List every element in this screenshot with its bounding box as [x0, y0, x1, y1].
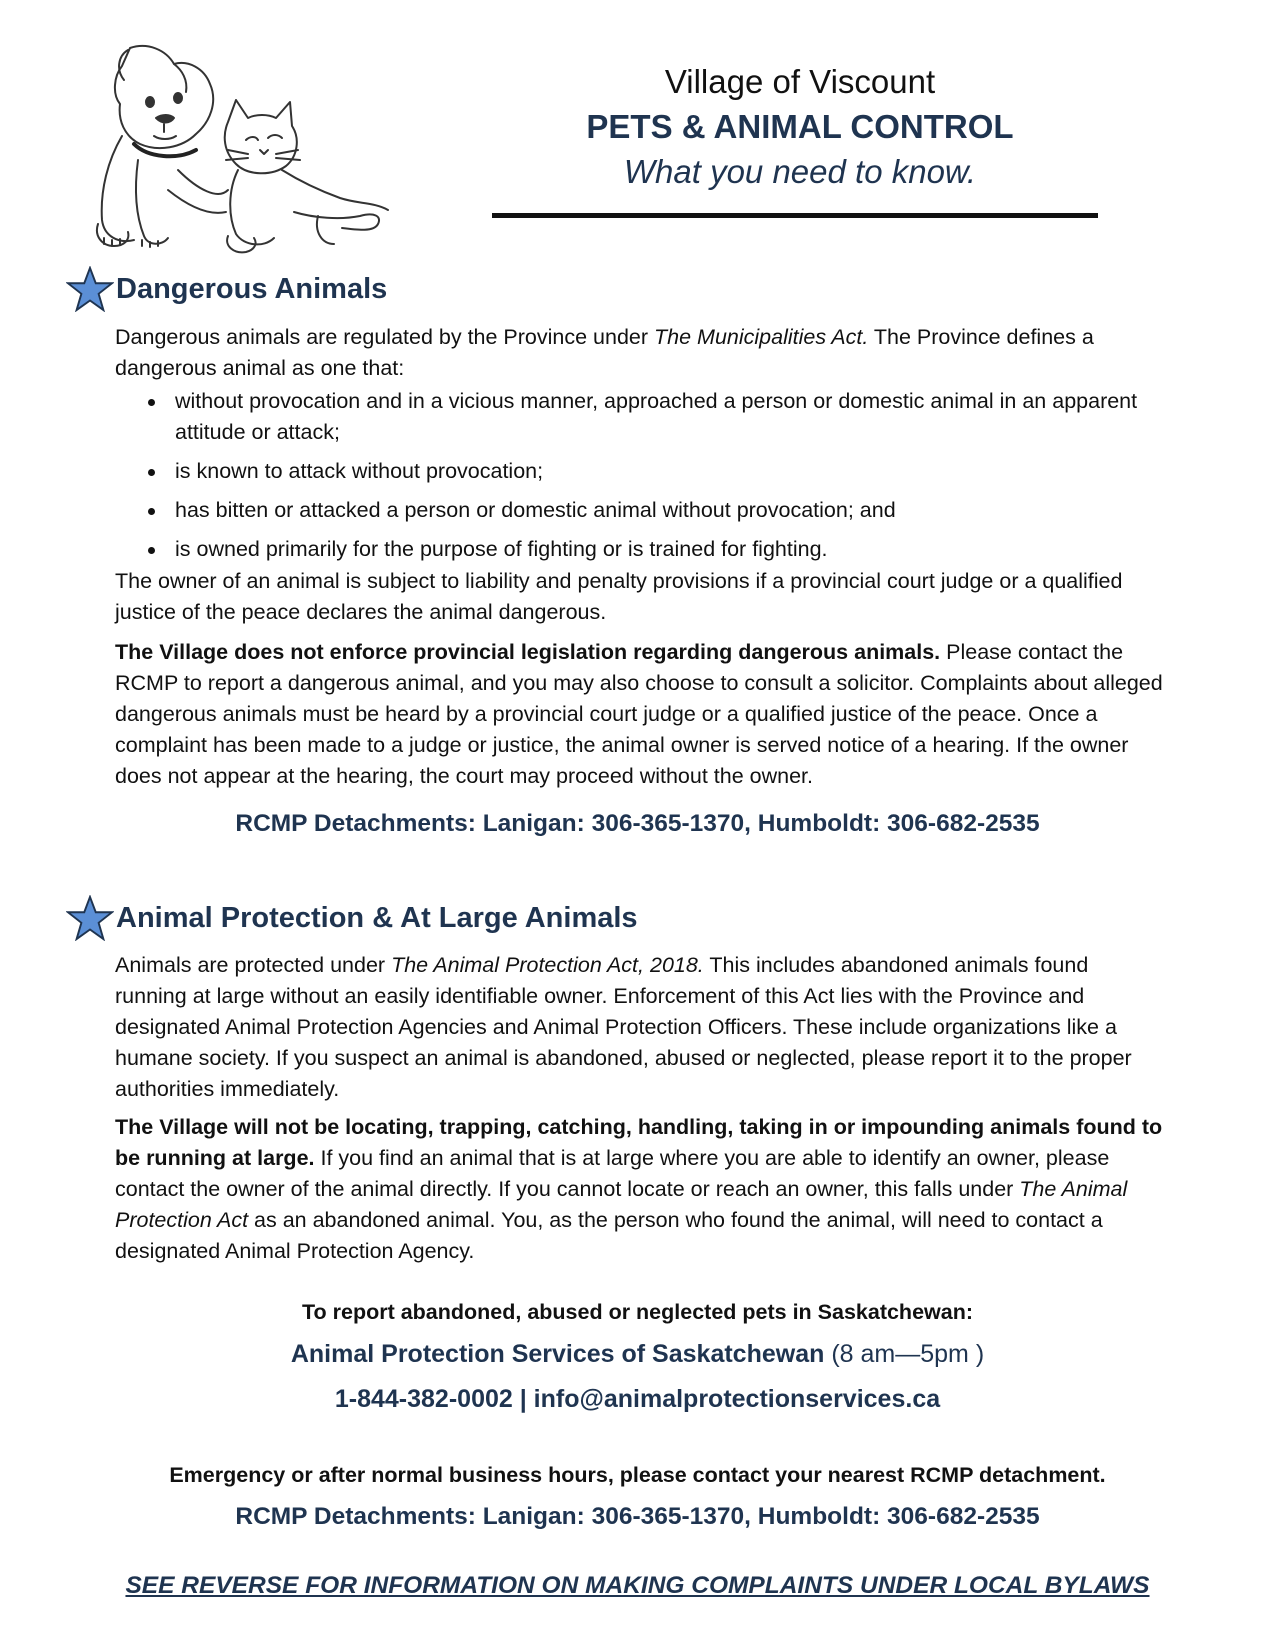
aps-contact-line[interactable]: 1-844-382-0002 | info@animalprotectionservices.ca [334, 1385, 941, 1413]
animal-protection-paragraph [115, 950, 1165, 1105]
see-reverse-link[interactable]: SEE REVERSE FOR INFORMATION ON MAKING COMPLAINTS UNDER LOCAL BYLAWS [125, 1572, 1150, 1599]
liability-text: The owner of an animal is subject to liability and penalty provisions if a provincial court judge or a qualified justice of the peace declares the animal dangerous. [115, 569, 1123, 624]
intro-text-cont: The Province defines a dangerous animal as one that: [115, 325, 1094, 380]
p2-text: If you find an animal that is at large where you are able to identify an owner, please contact the owner of the animal directly. If you cannot locate or reach an owner, this falls under [115, 1146, 1110, 1201]
list-item [145, 534, 1165, 565]
document-header [490, 60, 1110, 194]
list-item-text: is known to attack without provocation; [175, 459, 544, 483]
bullet-icon [148, 469, 155, 476]
list-item-text: is owned primarily for the purpose of fighting or is trained for fighting. [175, 537, 828, 561]
section-title: Animal Protection & At Large Animals [116, 901, 638, 934]
dog-and-cat-logo [78, 40, 398, 265]
at-large-paragraph [115, 1112, 1165, 1267]
act-name: The Animal Protection Act, 2018. [391, 953, 704, 977]
p1-text: Animals are protected under [115, 953, 392, 977]
enforcement-bold: The Village does not enforce provincial legislation regarding dangerous animals. [115, 640, 941, 664]
act-name: The Municipalities Act. [654, 325, 869, 349]
dangerous-animals-intro [115, 322, 1165, 384]
page-tagline: What you need to know. [623, 153, 977, 190]
enforcement-text: Please contact the RCMP to report a dangerous animal, and you may also choose to consult a solicitor. Complaints about alleged dangerous animals must be heard by a provincial court judge or a qualified justice of the peace. Once a complaint has been made to a judge or justice, the animal owner is served notice of a hearing. If the owner does not appear at the hearing, the court may proceed without the owner. [115, 640, 1163, 788]
bullet-icon [148, 547, 155, 554]
star-icon [66, 895, 114, 941]
intro-text: Dangerous animals are regulated by the Province under [115, 325, 655, 349]
dangerous-animal-criteria-list [145, 386, 1165, 573]
at-large-bold: The Village will not be locating, trapping, catching, handling, taking in or impounding animals found to be running at large. [115, 1115, 1163, 1170]
act-name: The Animal Protection Act [115, 1177, 1128, 1232]
report-intro: To report abandoned, abused or neglected pets in Saskatchewan: [301, 1300, 973, 1324]
page-title: PETS & ANIMAL CONTROL [586, 108, 1014, 145]
list-item-text: without provocation and in a vicious manner, approached a person or domestic animal in an apparent attitude or attack; [175, 389, 1138, 444]
village-name: Village of Viscount [664, 63, 936, 100]
aps-name: Animal Protection Services of Saskatchewan [290, 1340, 825, 1368]
rcmp-contact-line: RCMP Detachments: Lanigan: 306-365-1370, Humboldt: 306-682-2535 [235, 1503, 1040, 1530]
emergency-note: Emergency or after normal business hours, please contact your nearest RCMP detachment. [169, 1463, 1106, 1487]
section-title: Dangerous Animals [116, 272, 388, 305]
enforcement-paragraph [115, 637, 1165, 792]
liability-paragraph [115, 566, 1165, 628]
list-item [145, 495, 1165, 526]
bullet-icon [148, 399, 155, 406]
star-icon [66, 266, 114, 312]
list-item [145, 456, 1165, 487]
section-heading-dangerous-animals [66, 266, 387, 312]
list-item [145, 386, 1165, 448]
header-divider [492, 213, 1098, 218]
rcmp-contact-line: RCMP Detachments: Lanigan: 306-365-1370, Humboldt: 306-682-2535 [235, 810, 1040, 837]
bullet-icon [148, 508, 155, 515]
p1-text-cont: This includes abandoned animals found running at large without an easily identifiable owner. Enforcement of this Act lies with the Province and designated Animal Protection Agencies and Animal Protection Officers. These include organizations like a humane society. If you suspect an animal is abandoned, abused or neglected, please report it to the proper authorities immediately. [115, 953, 1132, 1101]
aps-name-line [0, 1340, 1275, 1369]
p2-text-cont: as an abandoned animal. You, as the person who found the animal, will need to contact a designated Animal Protection Agency. [115, 1208, 1103, 1263]
aps-hours: (8 am—5pm ) [824, 1340, 985, 1368]
section-heading-animal-protection [66, 895, 638, 941]
list-item-text: has bitten or attacked a person or domestic animal without provocation; and [175, 498, 896, 522]
